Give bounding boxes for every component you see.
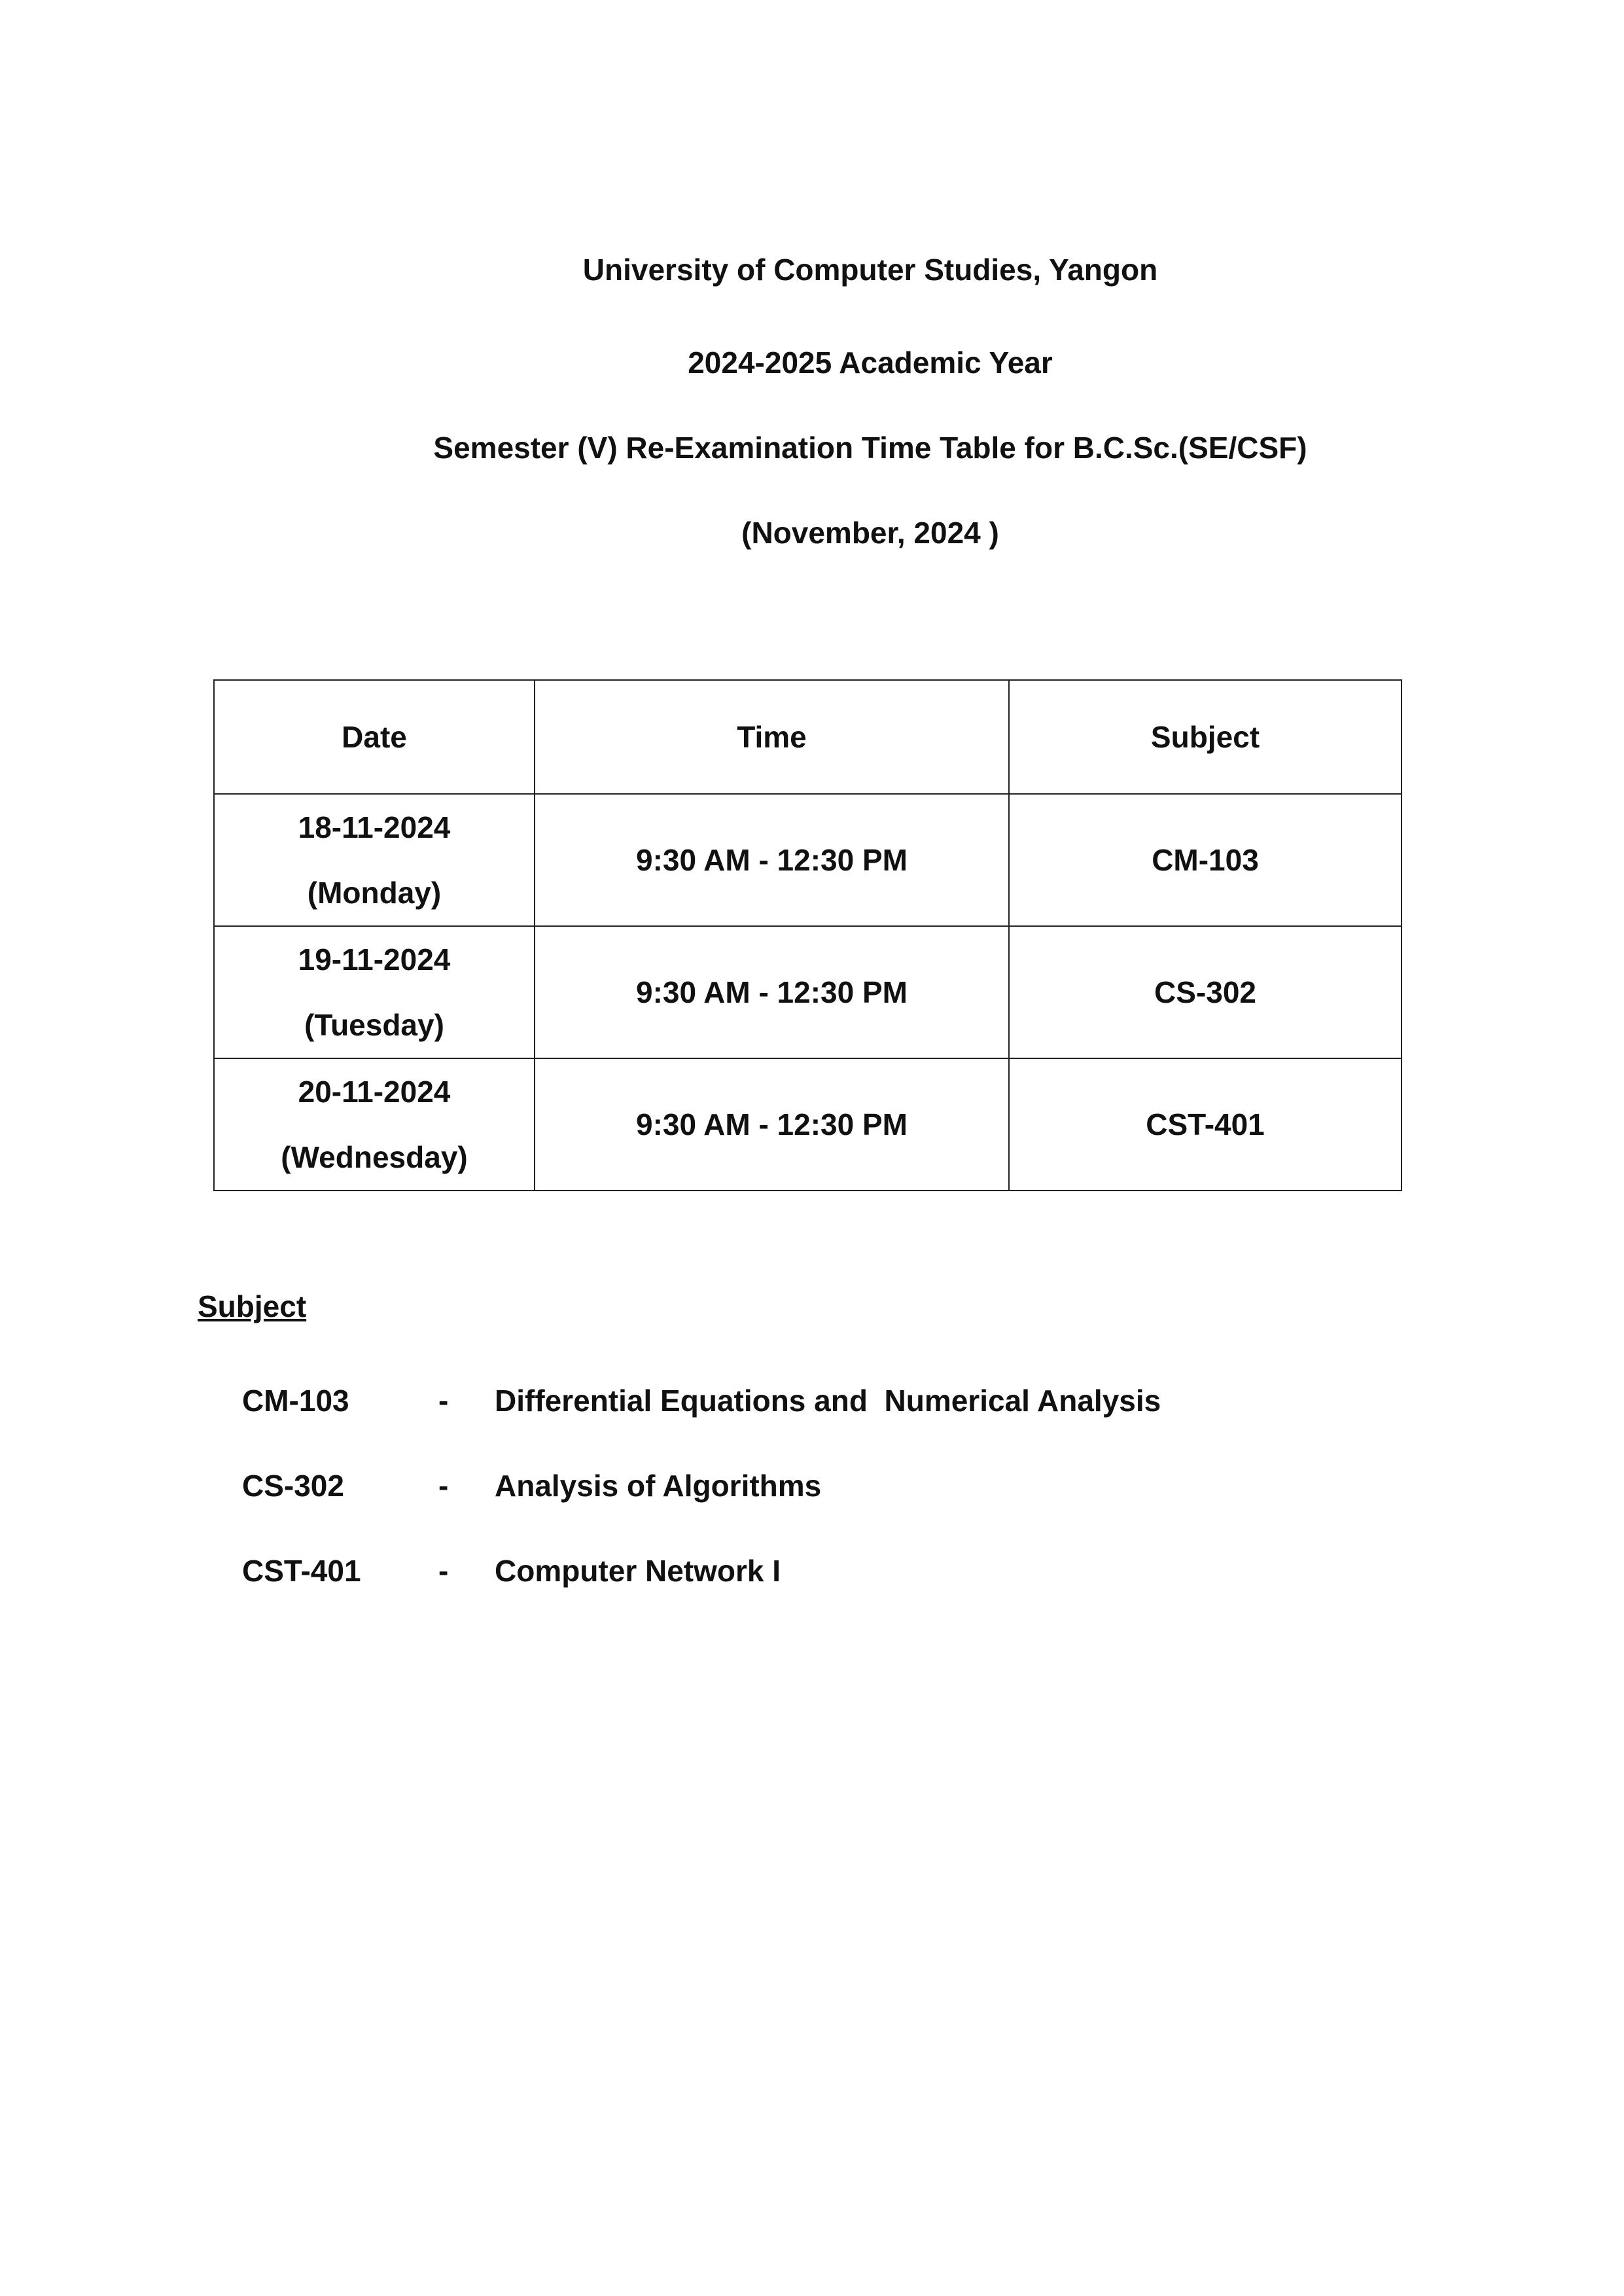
exam-date: 19-11-2024: [298, 942, 451, 977]
subject-name: Analysis of Algorithms: [495, 1469, 822, 1503]
time-cell: 9:30 AM - 12:30 PM: [535, 1058, 1009, 1191]
academic-year: 2024-2025 Academic Year: [688, 346, 1053, 380]
subject-cell: CST-401: [1009, 1058, 1402, 1191]
time-cell: 9:30 AM - 12:30 PM: [535, 926, 1009, 1058]
subject-code: CST-401: [242, 1554, 361, 1588]
date-cell: [214, 1058, 535, 1191]
exam-day: (Wednesday): [281, 1140, 468, 1174]
table-row: [214, 1058, 1402, 1191]
table-header-row: [214, 680, 1402, 794]
separator: -: [438, 1554, 449, 1588]
subject-name: Differential Equations and Numerical Analysis: [495, 1384, 1161, 1418]
university-name: University of Computer Studies, Yangon: [582, 253, 1158, 287]
time-cell: 9:30 AM - 12:30 PM: [535, 794, 1009, 926]
exam-day: (Monday): [307, 876, 442, 910]
date-cell: [214, 794, 535, 926]
exam-timetable: [213, 679, 1402, 1191]
subject-cell: CS-302: [1009, 926, 1402, 1058]
exam-date: 18-11-2024: [298, 810, 451, 844]
date-cell: [214, 926, 535, 1058]
exam-day: (Tuesday): [304, 1008, 444, 1042]
separator: -: [438, 1469, 449, 1503]
subject-name: Computer Network I: [495, 1554, 781, 1588]
separator: -: [438, 1384, 449, 1418]
column-header-subject: Subject: [1009, 680, 1402, 794]
exam-date: 20-11-2024: [298, 1075, 451, 1109]
subject-code: CS-302: [242, 1469, 344, 1503]
table-row: [214, 926, 1402, 1058]
subject-code: CM-103: [242, 1384, 349, 1418]
subject-legend-title: Subject: [198, 1289, 307, 1323]
subject-cell: CM-103: [1009, 794, 1402, 926]
column-header-date: Date: [214, 680, 535, 794]
table-row: [214, 794, 1402, 926]
column-header-time: Time: [535, 680, 1009, 794]
document-title: Semester (V) Re-Examination Time Table for B.C.Sc.(SE/CSF): [433, 431, 1307, 465]
exam-period: (November, 2024 ): [741, 516, 999, 550]
